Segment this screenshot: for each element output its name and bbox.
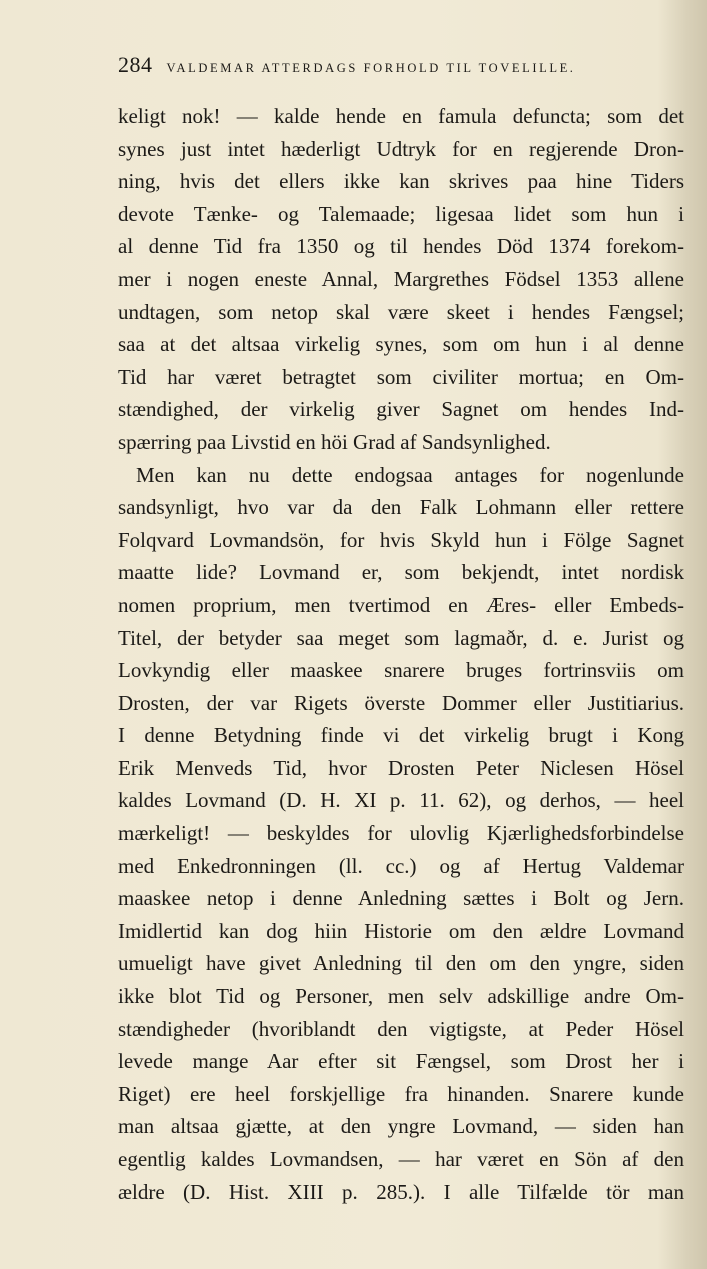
page-header — [118, 50, 707, 80]
running-title: VALDEMAR ATTERDAGS FORHOLD TIL TOVELILLE. — [166, 61, 576, 75]
text-line: sandsynligt, hvo var da den Falk Lohmann eller rettere — [118, 495, 684, 520]
text-line: kaldes Lovmand (D. H. XI p. 11. 62), og derhos, — heel — [118, 788, 684, 813]
text-line: Drosten, der var Rigets överste Dommer eller Justitiarius. — [118, 690, 684, 715]
text-line: Imidlertid kan dog hiin Historie om den ældre Lovmand — [118, 918, 684, 943]
text-line: Titel, der betyder saa meget som lagmaðr, d. e. Jurist og — [118, 625, 684, 650]
text-line: Riget) ere heel forskjellige fra hinanden. Snarere kunde — [118, 1081, 684, 1106]
text-line: Tid har været betragtet som civiliter mortua; en Om- — [118, 364, 684, 389]
text-line: mærkeligt! — beskyldes for ulovlig Kjærlighedsforbindelse — [118, 821, 684, 846]
text-line: Lovkyndig eller maaskee snarere bruges fortrinsviis om — [118, 658, 684, 683]
page-number: 284 — [118, 52, 153, 77]
text-line: synes just intet hæderligt Udtryk for en regjerende Dron- — [118, 136, 684, 161]
text-line: Folqvard Lovmandsön, for hvis Skyld hun i Fölge Sagnet — [118, 527, 684, 552]
text-line: egentlig kaldes Lovmandsen, — har været en Sön af den — [118, 1147, 684, 1171]
text-line: spærring paa Livstid en höi Grad af Sandsynlighed. — [118, 429, 551, 454]
text-line: ældre (D. Hist. XIII p. 285.). I alle Tilfælde tör man — [118, 1179, 684, 1204]
text-line: al denne Tid fra 1350 og til hendes Död 1374 forekom- — [118, 234, 684, 259]
text-line: maatte lide? Lovmand er, som bekjendt, intet nordisk — [118, 560, 684, 585]
text-line: stændighed, der virkelig giver Sagnet om hendes Ind- — [118, 397, 684, 422]
text-line: devote Tænke- og Talemaade; ligesaa lidet som hun i — [118, 201, 684, 226]
text-line: levede mange Aar efter sit Fængsel, som Drost her i — [118, 1049, 684, 1074]
text-line: I denne Betydning finde vi det virkelig brugt i Kong — [118, 723, 684, 748]
text-line: nomen proprium, men tvertimod en Æres- eller Embeds- — [118, 592, 684, 617]
text-line: Erik Menveds Tid, hvor Drosten Peter Niclesen Hösel — [118, 755, 684, 780]
text-line: umueligt have givet Anledning til den om den yngre, siden — [118, 951, 684, 976]
body-text — [118, 100, 684, 1208]
text-line: ning, hvis det ellers ikke kan skrives paa hine Tiders — [118, 169, 684, 194]
text-line: mer i nogen eneste Annal, Margrethes Födsel 1353 allene — [118, 266, 684, 291]
text-line: maaskee netop i denne Anledning sættes i Bolt og Jern. — [118, 886, 684, 911]
text-line: keligt nok! — kalde hende en famula defuncta; som det — [118, 104, 684, 128]
text-line: Men kan nu dette endogsaa antages for nogenlunde — [136, 462, 684, 487]
text-line: saa at det altsaa virkelig synes, som om hun i al denne — [118, 332, 684, 357]
text-line: man altsaa gjætte, at den yngre Lovmand, — siden han — [118, 1114, 684, 1139]
text-line: undtagen, som netop skal være skeet i hendes Fængsel; — [118, 299, 684, 324]
text-line: stændigheder (hvoriblandt den vigtigste, at Peder Hösel — [118, 1016, 684, 1041]
text-line: med Enkedronningen (ll. cc.) og af Hertug Valdemar — [118, 853, 684, 878]
text-line: ikke blot Tid og Personer, men selv adskillige andre Om- — [118, 984, 684, 1009]
